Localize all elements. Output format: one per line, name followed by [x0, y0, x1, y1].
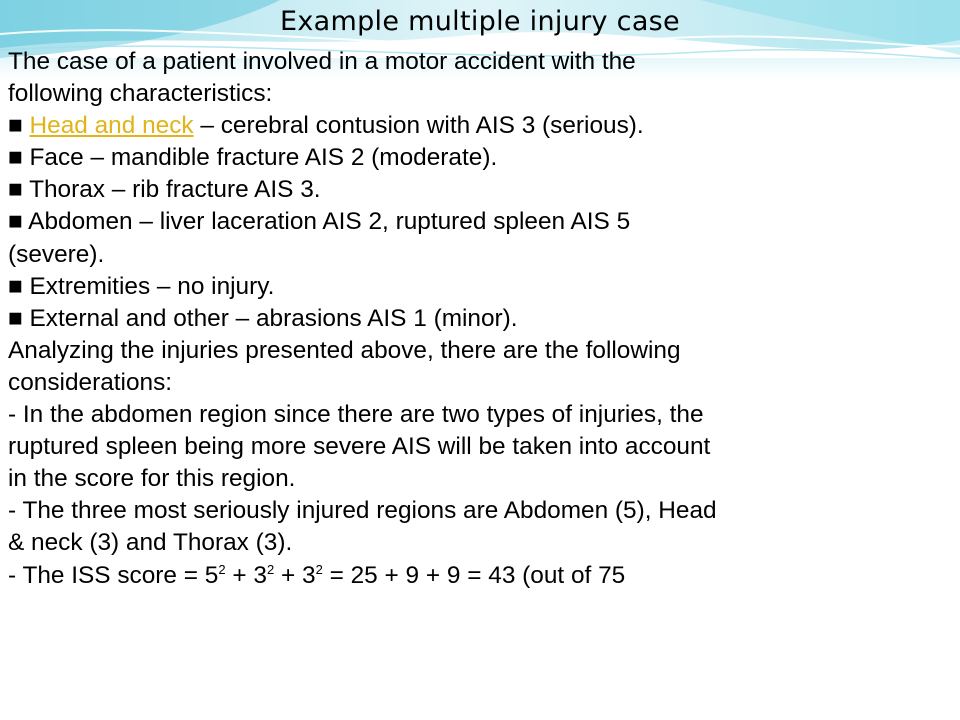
analysis-line-7: & neck (3) and Thorax (3). — [8, 529, 293, 557]
analysis-line-1: Analyzing the injuries presented above, there are the following — [8, 336, 681, 364]
bullet-abdomen — [8, 206, 943, 238]
analysis-line-3: - In the abdomen region since there are two types of injuries, the — [8, 401, 704, 429]
abdomen-text-line-2: (severe). — [8, 240, 105, 268]
iss-score-line — [8, 560, 943, 592]
bullet-head-and-neck — [8, 110, 943, 142]
iss-suffix: = 25 + 9 + 9 = 43 (out of 75 — [322, 561, 626, 589]
bullet-marker: ■ — [8, 144, 23, 172]
bullet-thorax — [8, 174, 943, 206]
face-text: Face – mandible fracture AIS 2 (moderate). — [29, 144, 498, 172]
analysis-line-6: - The three most seriously injured regions are Abdomen (5), Head — [8, 497, 717, 525]
iss-mid-1: + 3 — [225, 561, 267, 589]
iss-prefix: - The ISS score = 5 — [8, 561, 219, 589]
abdomen-text-line-1: Abdomen – liver laceration AIS 2, ruptured spleen AIS 5 — [28, 208, 631, 236]
bullet-external — [8, 303, 943, 335]
head-and-neck-detail: – cerebral contusion with AIS 3 (serious). — [193, 112, 644, 140]
head-and-neck-link[interactable]: Head and neck — [29, 112, 194, 140]
analysis-line-2: considerations: — [8, 368, 173, 396]
analysis-line-5: in the score for this region. — [8, 465, 296, 493]
intro-line-2: following characteristics: — [8, 80, 273, 108]
iss-exponent-1: 2 — [218, 561, 226, 577]
analysis-line-4: ruptured spleen being more severe AIS will be taken into account — [8, 433, 711, 461]
bullet-marker: ■ — [8, 176, 23, 204]
bullet-marker: ■ — [8, 208, 23, 236]
bullet-marker: ■ — [8, 304, 23, 332]
slide-title: Example multiple injury case — [280, 6, 680, 37]
thorax-text: Thorax – rib fracture AIS 3. — [29, 176, 321, 204]
intro-line-1: The case of a patient involved in a motor accident with the — [8, 48, 636, 75]
external-text: External and other – abrasions AIS 1 (minor). — [29, 304, 518, 332]
iss-exponent-3: 2 — [315, 561, 323, 577]
bullet-marker: ■ — [8, 112, 23, 140]
extremities-text: Extremities – no injury. — [29, 272, 275, 300]
bullet-extremities — [8, 271, 943, 303]
bullet-marker: ■ — [8, 272, 23, 300]
bullet-face — [8, 142, 943, 174]
iss-exponent-2: 2 — [266, 561, 275, 577]
slide-body — [8, 46, 943, 592]
iss-mid-2: + 3 — [274, 561, 316, 589]
